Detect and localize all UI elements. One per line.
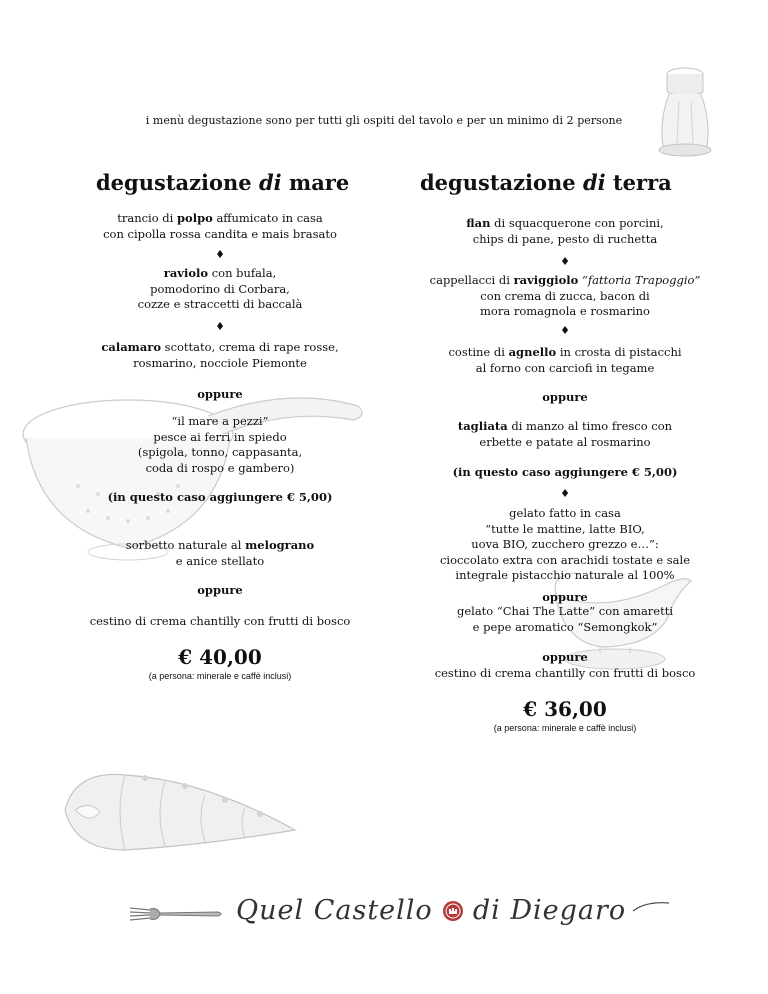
terra-price-note: (a persona: minerale e caffè inclusi) bbox=[493, 723, 637, 733]
mare-oppure-1: oppure bbox=[197, 387, 243, 401]
terra-item-cappellacci: cappellacci di raviggiolo “fattoria Trapoggio” con crema di zucca, bacon di mora romagnola e rosmarino bbox=[429, 273, 701, 318]
mare-supplement: (in questo caso aggiungere € 5,00) bbox=[107, 490, 333, 504]
terra-title: degustazione di terra bbox=[420, 170, 672, 195]
mare-diamond-2: ♦ bbox=[215, 320, 225, 333]
terra-item-agnello: costine di agnello in crosta di pistacchi al forno con carciofi in tegame bbox=[448, 345, 682, 375]
terra-diamond-3: ♦ bbox=[560, 487, 570, 500]
terra-dessert-gelato-chai: gelato “Chai The Latte” con amaretti e pepe aromatico “Semongkok” bbox=[456, 604, 674, 634]
mare-price: € 40,00 bbox=[178, 645, 262, 669]
mare-item-polpo: trancio di polpo affumicato in casa con cipolla rossa candita e mais brasato bbox=[103, 211, 337, 241]
mare-title: degustazione di mare bbox=[96, 170, 350, 195]
tasting-menu-notice: i menù degustazione sono per tutti gli ospiti del tavolo e per un minimo di 2 persone bbox=[145, 114, 623, 127]
terra-dessert-cestino: cestino di crema chantilly con frutti di bosco bbox=[434, 666, 696, 680]
mare-item-calamaro: calamaro scottato, crema di rape rosse, rosmarino, nocciole Piemonte bbox=[101, 340, 339, 370]
mare-dessert-cestino: cestino di crema chantilly con frutti di bosco bbox=[89, 614, 351, 628]
fork-illustration bbox=[130, 903, 225, 925]
terra-supplement: (in questo caso aggiungere € 5,00) bbox=[452, 465, 678, 479]
terra-item-flan: flan di squacquerone con porcini, chips di pane, pesto di ruchetta bbox=[466, 216, 664, 246]
terra-oppure-3: oppure bbox=[542, 650, 588, 664]
logo-text-first: Quel Castello bbox=[236, 895, 433, 926]
mare-dessert-sorbetto: sorbetto naturale al melograno e anice stellato bbox=[125, 538, 315, 568]
restaurant-logo bbox=[236, 895, 671, 935]
terra-diamond-1: ♦ bbox=[560, 255, 570, 268]
mare-price-note: (a persona: minerale e caffè inclusi) bbox=[148, 671, 292, 681]
pepper-mill-illustration bbox=[645, 62, 725, 160]
logo-text-second: di Diegaro bbox=[472, 895, 627, 926]
mare-item-raviolo: raviolo con bufala, pomodorino di Corbara, cozze e straccetti di baccalà bbox=[137, 266, 303, 311]
terra-dessert-gelato: gelato fatto in casa “tutte le mattine, latte BIO, uova BIO, zucchero grezzo e…”: cioccolato extra con arachidi tostate e sale integrale pistacchio naturale al 100% bbox=[439, 506, 691, 582]
seashell-illustration bbox=[55, 750, 305, 870]
mare-oppure-2: oppure bbox=[197, 583, 243, 597]
logo-swash bbox=[631, 897, 671, 917]
mare-diamond-1: ♦ bbox=[215, 248, 225, 261]
castle-emblem-icon bbox=[442, 900, 464, 922]
mare-alt-mare-a-pezzi: “il mare a pezzi” pesce ai ferri in spiedo (spigola, tonno, cappasanta, coda di rospo e gambero) bbox=[137, 414, 303, 475]
terra-price: € 36,00 bbox=[523, 697, 607, 721]
terra-oppure-2: oppure bbox=[542, 590, 588, 604]
terra-oppure-1: oppure bbox=[542, 390, 588, 404]
terra-alt-tagliata: tagliata di manzo al timo fresco con erbette e patate al rosmarino bbox=[457, 419, 673, 449]
terra-diamond-2: ♦ bbox=[560, 324, 570, 337]
